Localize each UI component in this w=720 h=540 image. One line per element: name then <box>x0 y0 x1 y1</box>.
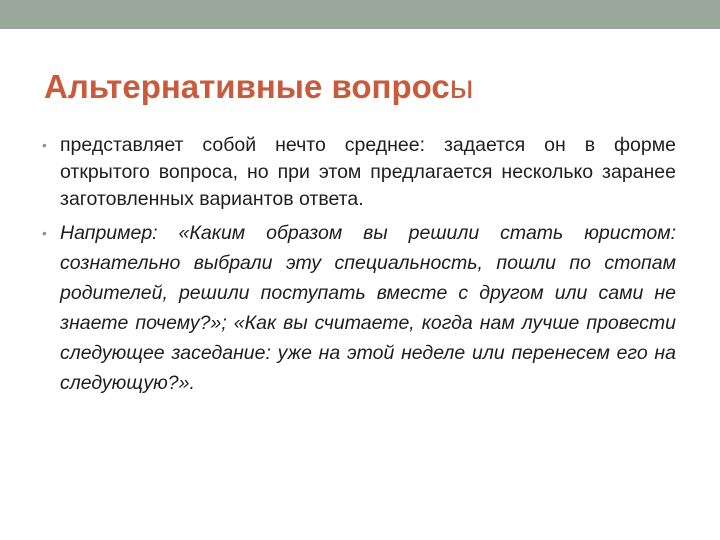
bullet-item-definition <box>42 132 676 213</box>
slide-title <box>44 66 684 108</box>
slide-body <box>42 132 676 403</box>
slide-title-tail: ы <box>449 68 474 105</box>
slide-title-main: Альтернативные вопрос <box>44 68 450 105</box>
bullet-marker: • <box>42 225 47 241</box>
bullet-text-example: Например: «Каким образом вы решили стать юристом: сознательно выбрали эту специальность, пошли по стопам родителей, решили поступать вместе с другом или сами не знаете почему?»; «Как вы считаете, когда нам лучше провести следующее заседание: уже на этой неделе или перенесем его на следующую?». <box>60 222 676 394</box>
bullet-marker: • <box>42 137 47 153</box>
bullet-item-example <box>42 218 676 398</box>
bullet-text-definition: представляет собой нечто среднее: задается он в форме открытого вопроса, но при этом предлагается несколько заранее заготовленных вариантов ответа. <box>60 134 676 210</box>
top-accent-bar <box>0 0 720 29</box>
